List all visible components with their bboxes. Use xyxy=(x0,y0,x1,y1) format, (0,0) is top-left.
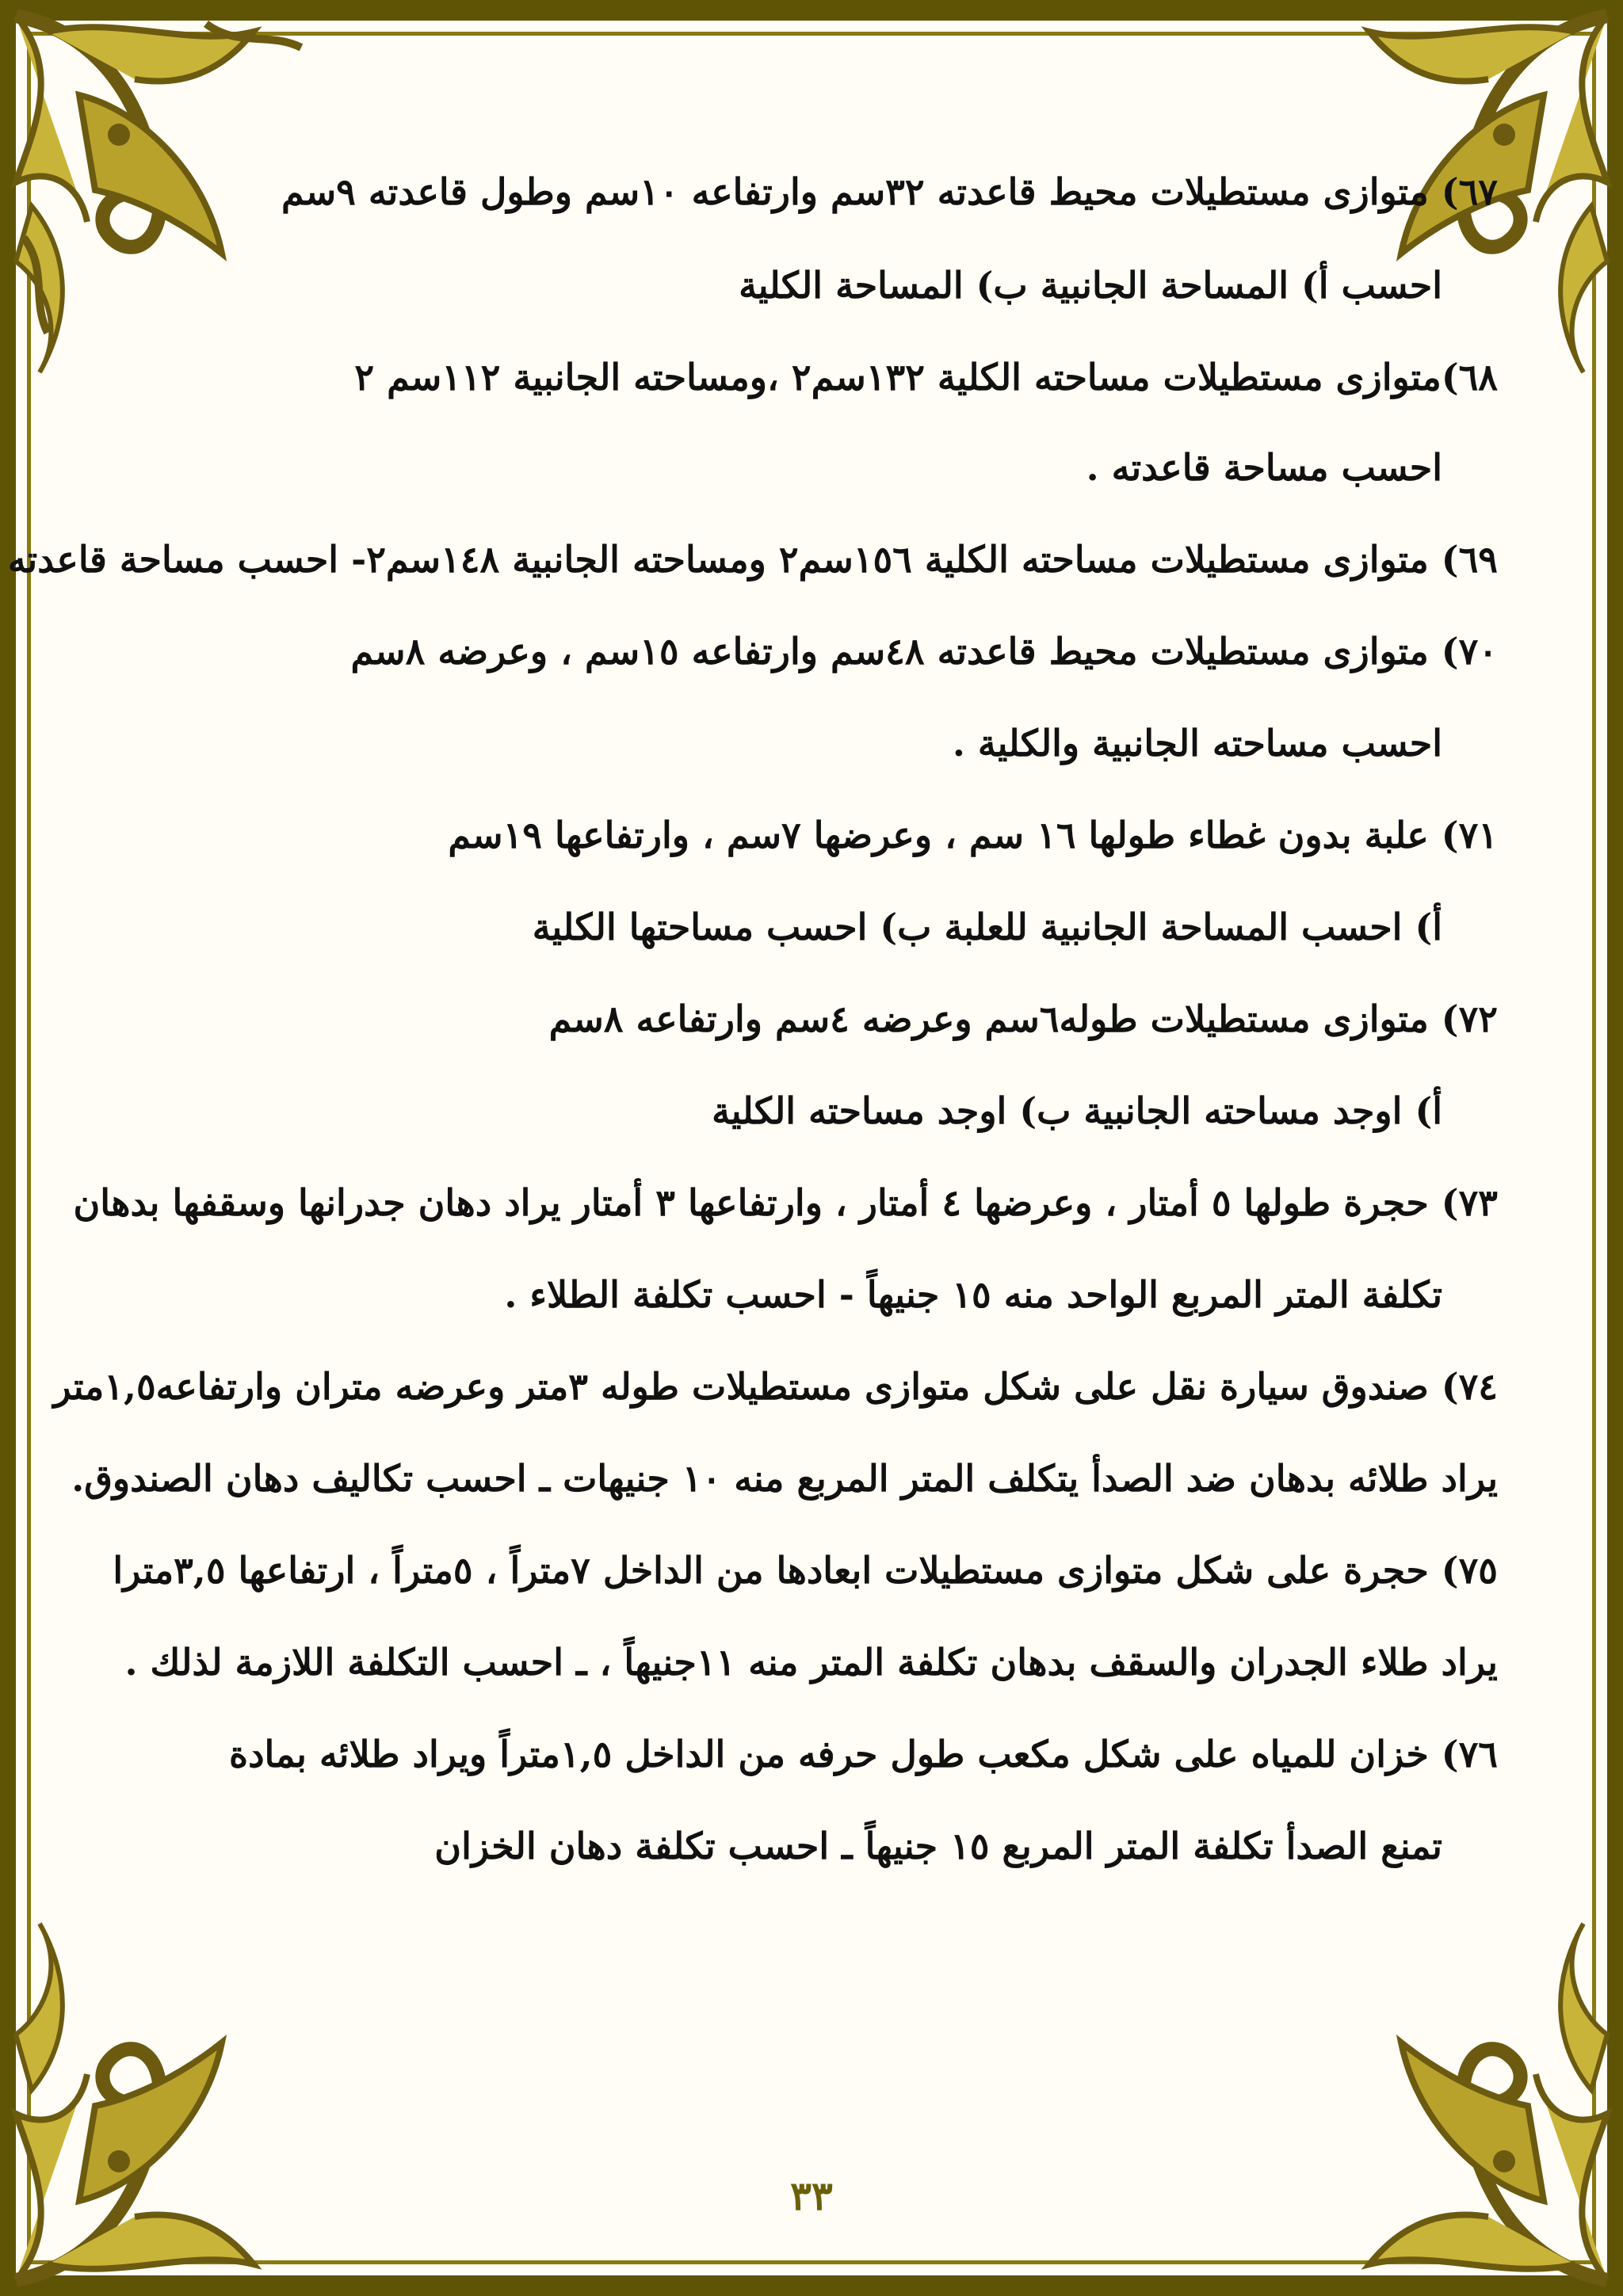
exercise-68-line: ٦٨)متوازى مستطيلات مساحته الكلية ١٣٢سم٢ ،ومساحته الجانبية ١١٢سم ٢ xyxy=(354,356,1498,399)
exercise-75-line: ٧٥) حجرة على شكل متوازى مستطيلات ابعادها من الداخل ٧متراً ، ٥متراً ، ارتفاعها ٣,٥مترا xyxy=(113,1549,1498,1592)
exercise-69-line: ٦٩) متوازى مستطيلات مساحته الكلية ١٥٦سم٢ ومساحته الجانبية ١٤٨سم٢- احسب مساحة قاعدته xyxy=(7,538,1498,581)
exercise-73-question: تكلفة المتر المربع الواحد منه ١٥ جنيهاً - احسب تكلفة الطلاء . xyxy=(504,1273,1442,1316)
exercise-73-line: ٧٣) حجرة طولها ٥ أمتار ، وعرضها ٤ أمتار ، وارتفاعها ٣ أمتار يراد دهان جدرانها وسقفها بدهان xyxy=(73,1181,1498,1224)
exercise-72-line: ٧٢) متوازى مستطيلات طوله٦سم وعرضه ٤سم وارتفاعه ٨سم xyxy=(548,997,1498,1040)
exercise-71-line: ٧١) علبة بدون غطاء طولها ١٦ سم ، وعرضها ٧سم ، وارتفاعها ١٩سم xyxy=(448,814,1498,856)
exercise-70-line: ٧٠) متوازى مستطيلات محيط قاعدته ٤٨سم وارتفاعه ١٥سم ، وعرضه ٨سم xyxy=(350,630,1498,673)
exercise-74-question: يراد طلائه بدهان ضد الصدأ يتكلف المتر المربع منه ١٠ جنيهات ـ احسب تكاليف دهان الصندوق. xyxy=(71,1457,1498,1500)
exercise-72-question: أ) اوجد مساحته الجانبية ب) اوجد مساحته الكلية xyxy=(712,1089,1442,1132)
exercise-74-line: ٧٤) صندوق سيارة نقل على شكل متوازى مستطيلات طوله ٣متر وعرضه متران وارتفاعه١,٥متر xyxy=(53,1365,1498,1408)
corner-ornament-bottom-right xyxy=(1211,1884,1623,2296)
exercise-68-question: احسب مساحة قاعدته . xyxy=(1086,446,1442,489)
exercise-70-question: احسب مساحته الجانبية والكلية . xyxy=(952,722,1442,765)
exercise-75-question: يراد طلاء الجدران والسقف بدهان تكلفة المتر منه ١١جنيهاً ، ـ احسب التكلفة اللازمة لذلك . xyxy=(124,1641,1498,1684)
exercise-67-question: احسب أ) المساحة الجانبية ب) المساحة الكلية xyxy=(739,264,1442,307)
corner-ornament-bottom-left xyxy=(0,1884,412,2296)
exercise-76-question: تمنع الصدأ تكلفة المتر المربع ١٥ جنيهاً ـ احسب تكلفة دهان الخزان xyxy=(434,1825,1442,1867)
exercise-76-line: ٧٦) خزان للمياه على شكل مكعب طول حرفه من الداخل ١,٥متراً ويراد طلائه بمادة xyxy=(228,1733,1498,1775)
exercise-71-question: أ) احسب المساحة الجانبية للعلبة ب) احسب مساحتها الكلية xyxy=(532,906,1442,948)
exercise-67-line: ٦٧) متوازى مستطيلات محيط قاعدته ٣٢سم وارتفاعه ١٠سم وطول قاعدته ٩سم xyxy=(281,170,1498,213)
page-number: ٣٣ xyxy=(790,2172,833,2219)
